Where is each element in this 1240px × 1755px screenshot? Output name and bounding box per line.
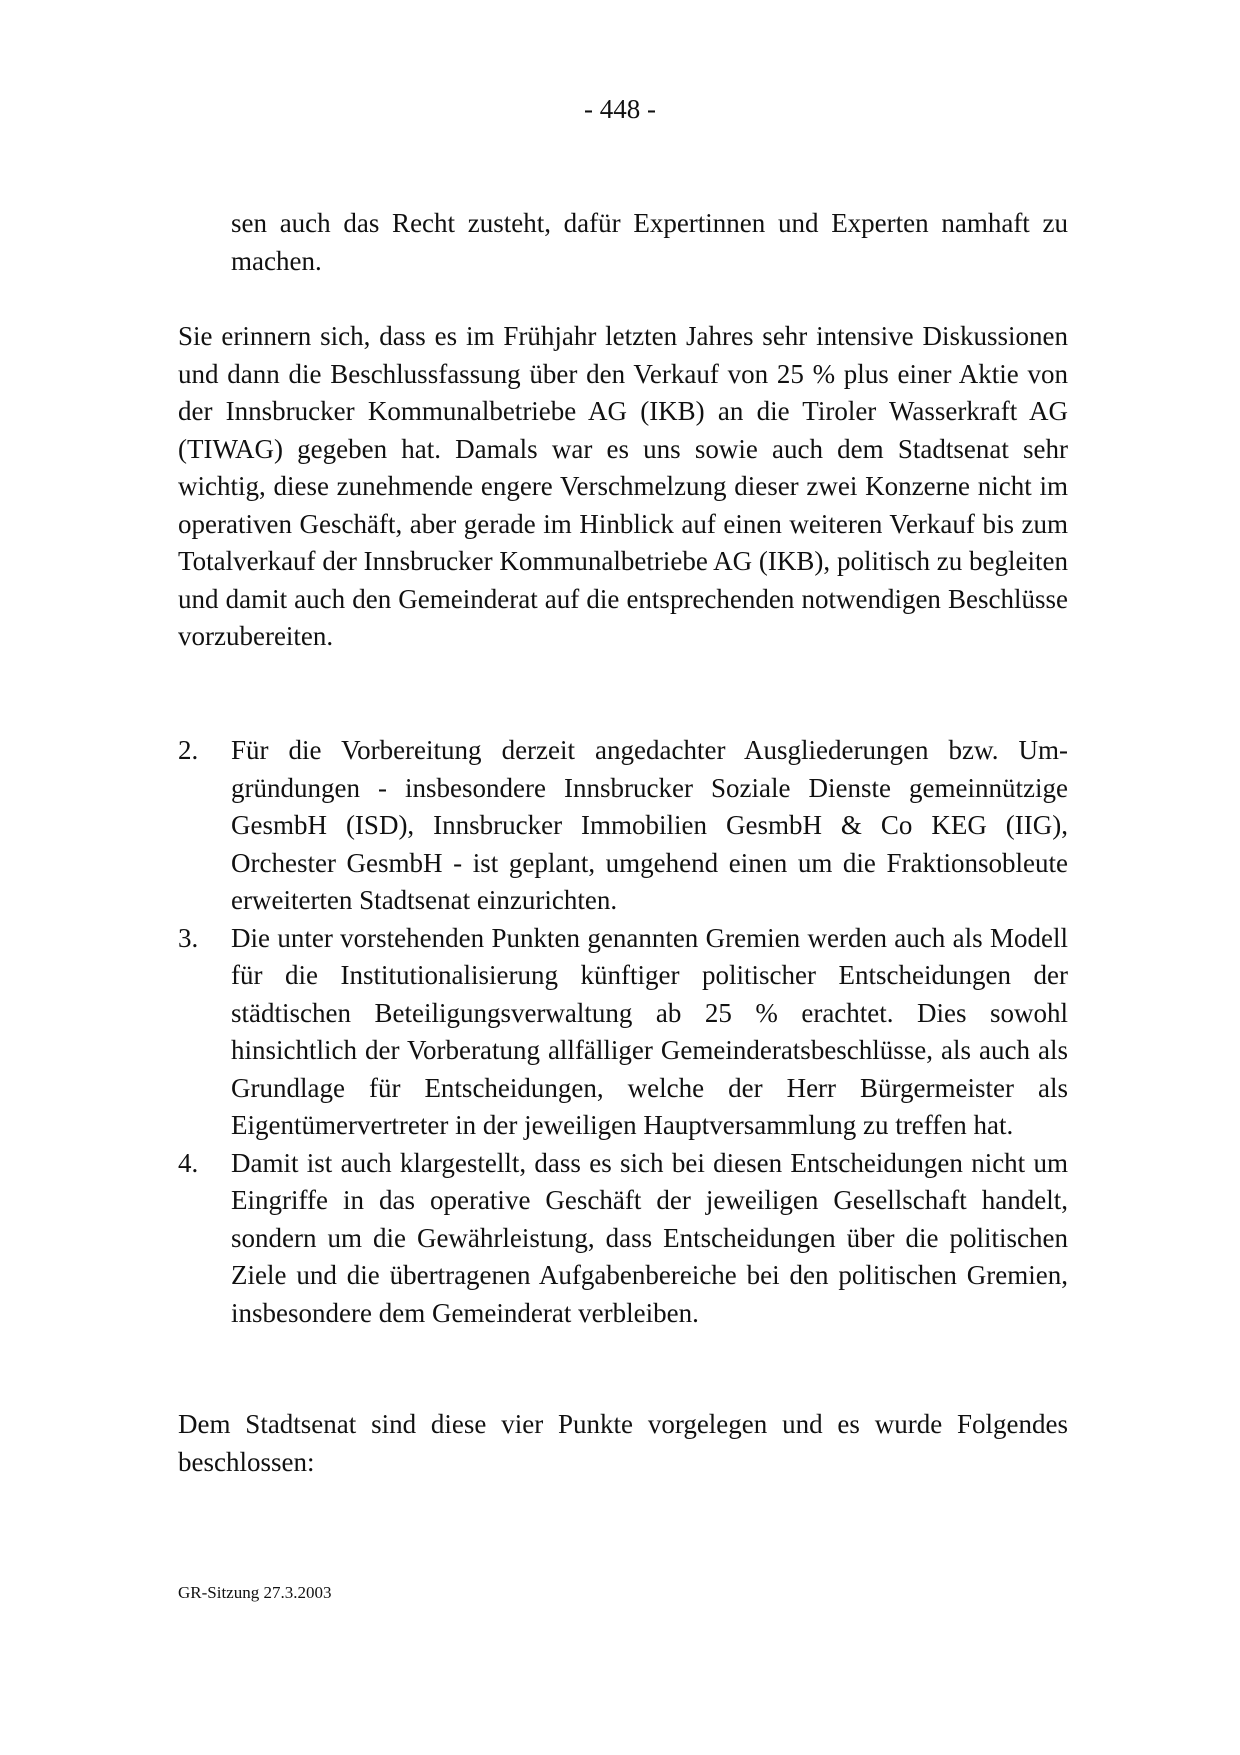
list-item-text: Für die Vorbereitung derzeit angedachter Ausgliederungen bzw. Umgründungen - insbesondere Innsbrucker Soziale Dienste gemeinnützige GesmbH (ISD), Innsbrucker Immobilien GesmbH & Co KEG (IIG), Orchester GesmbH - ist geplant, umgehend einen um die Fraktionsobleute erweiterten Stadtsenat einzurichten. bbox=[231, 735, 1068, 915]
continuation-paragraph: sen auch das Recht zusteht, dafür Expertinnen und Experten namhaft zu machen. bbox=[231, 208, 1068, 276]
paragraph-ikb-sale: Sie erinnern sich, dass es im Frühjahr letzten Jahres sehr intensive Diskussionen und dann die Beschlussfassung über den Verkauf von 25 % plus einer Aktie von der Innsbrucker Kommunalbetriebe AG (IKB) an die Tiroler Wasserkraft AG (TIWAG) gegeben hat. Damals war es uns sowie auch dem Stadtsenat sehr wichtig, diese zunehmende engere Verschmelzung dieser zwei Konzerne nicht im operativen Geschäft, aber gerade im Hinblick auf einen weiteren Verkauf bis zum Totalverkauf der Innsbrucker Kommunalbetriebe AG (IKB), politisch zu begleiten und damit auch den Gemeinderat auf die entsprechenden notwendigen Beschlüsse vorzubereiten. bbox=[178, 321, 1068, 651]
list-item-number: 4. bbox=[178, 1147, 199, 1178]
list-item-2 bbox=[178, 732, 1068, 920]
closing-paragraph: Dem Stadtsenat sind diese vier Punkte vorgelegen und es wurde Folgendes beschlossen: bbox=[178, 1409, 1068, 1477]
page-number: - 448 - bbox=[584, 94, 656, 124]
list-item-4 bbox=[178, 1145, 1068, 1333]
footer-session-date: GR-Sitzung 27.3.2003 bbox=[178, 1583, 332, 1602]
list-item-number: 3. bbox=[178, 922, 199, 953]
numbered-list bbox=[178, 732, 1068, 1332]
list-item-number: 2. bbox=[178, 735, 199, 765]
list-item-text: Die unter vorstehenden Punkten genannten Gremien werden auch als Modell für die Institutionalisierung künftiger politischer Entscheidungen der städtischen Beteiligungsverwaltung ab 25 % erachtet. Dies sowohl hinsichtlich der Vorberatung allfälliger Gemeinderatsbeschlüsse, als auch als Grundlage für Entscheidungen, welche der Herr Bürgermeister als Eigentümervertreter in der jeweiligen Hauptversammlung zu treffen hat. bbox=[231, 922, 1068, 1140]
list-item-3 bbox=[178, 920, 1068, 1145]
list-item-text: Damit ist auch klargestellt, dass es sich bei diesen Entscheidungen nicht um Eingriffe in das operative Geschäft der jeweiligen Gesellschaft handelt, sondern um die Gewährleistung, dass Entscheidungen über die politischen Ziele und die übertragenen Aufgabenbereiche bei den politischen Gremien, insbesondere dem Gemeinderat verbleiben. bbox=[231, 1147, 1068, 1328]
